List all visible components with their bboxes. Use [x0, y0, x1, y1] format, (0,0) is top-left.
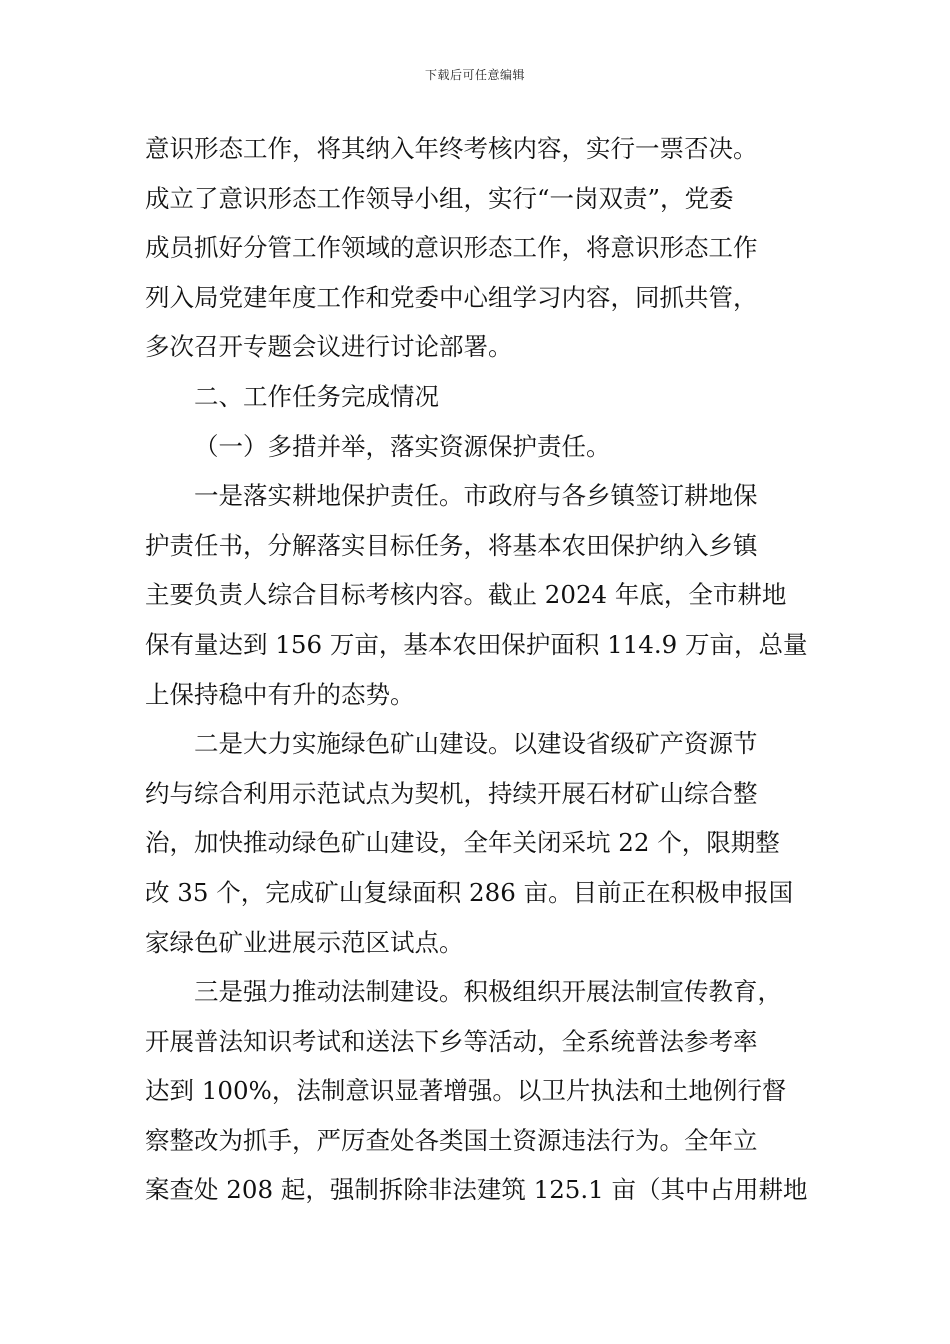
paragraph-line: 意识形态工作，将其纳入年终考核内容，实行一票否决。	[145, 134, 758, 163]
paragraph-line: 案查处 208 起，强制拆除非法建筑 125.1 亩（其中占用耕地	[145, 1175, 808, 1205]
paragraph-line: 二是大力实施绿色矿山建设。以建设省级矿产资源节	[194, 729, 758, 759]
paragraph-line: 约与综合利用示范试点为契机，持续开展石材矿山综合整	[145, 778, 758, 808]
paragraph-line: 护责任书，分解落实目标任务，将基本农田保护纳入乡镇	[145, 530, 758, 560]
paragraph-line: 成员抓好分管工作领域的意识形态工作，将意识形态工作	[145, 233, 758, 263]
page-header: 下载后可任意编辑	[424, 68, 525, 82]
paragraph-line: 上保持稳中有升的态势。	[145, 679, 415, 709]
paragraph-line: 列入局党建年度工作和党委中心组学习内容，同抓共管，	[145, 282, 758, 312]
paragraph-line: 家绿色矿业进展示范区试点。	[145, 927, 464, 957]
paragraph-line: 一是落实耕地保护责任。市政府与各乡镇签订耕地保	[194, 481, 758, 511]
paragraph-line: 治，加快推动绿色矿山建设，全年关闭采坑 22 个，限期整	[145, 828, 780, 858]
paragraph-line: 多次召开专题会议进行讨论部署。	[145, 332, 513, 362]
section-heading: 二、工作任务完成情况	[194, 381, 439, 411]
paragraph-line: 成立了意识形态工作领导小组，实行“一岗双责”，党委	[145, 183, 734, 213]
paragraph-line: 三是强力推动法制建设。积极组织开展法制宣传教育，	[194, 977, 782, 1007]
paragraph-line: 开展普法知识考试和送法下乡等活动，全系统普法参考率	[145, 1026, 758, 1056]
paragraph-line: 主要负责人综合目标考核内容。截止 2024 年底，全市耕地	[145, 580, 787, 610]
document-body	[145, 124, 815, 1215]
paragraph-line: 察整改为抓手，严厉查处各类国土资源违法行为。全年立	[145, 1125, 758, 1155]
paragraph-line: 达到 100%，法制意识显著增强。以卫片执法和土地例行督	[145, 1076, 787, 1106]
subsection-heading: （一）多措并举，落实资源保护责任。	[194, 431, 611, 461]
paragraph-line: 改 35 个，完成矿山复绿面积 286 亩。目前正在积极申报国	[145, 877, 794, 907]
paragraph-line: 保有量达到 156 万亩，基本农田保护面积 114.9 万亩，总量	[145, 629, 808, 659]
